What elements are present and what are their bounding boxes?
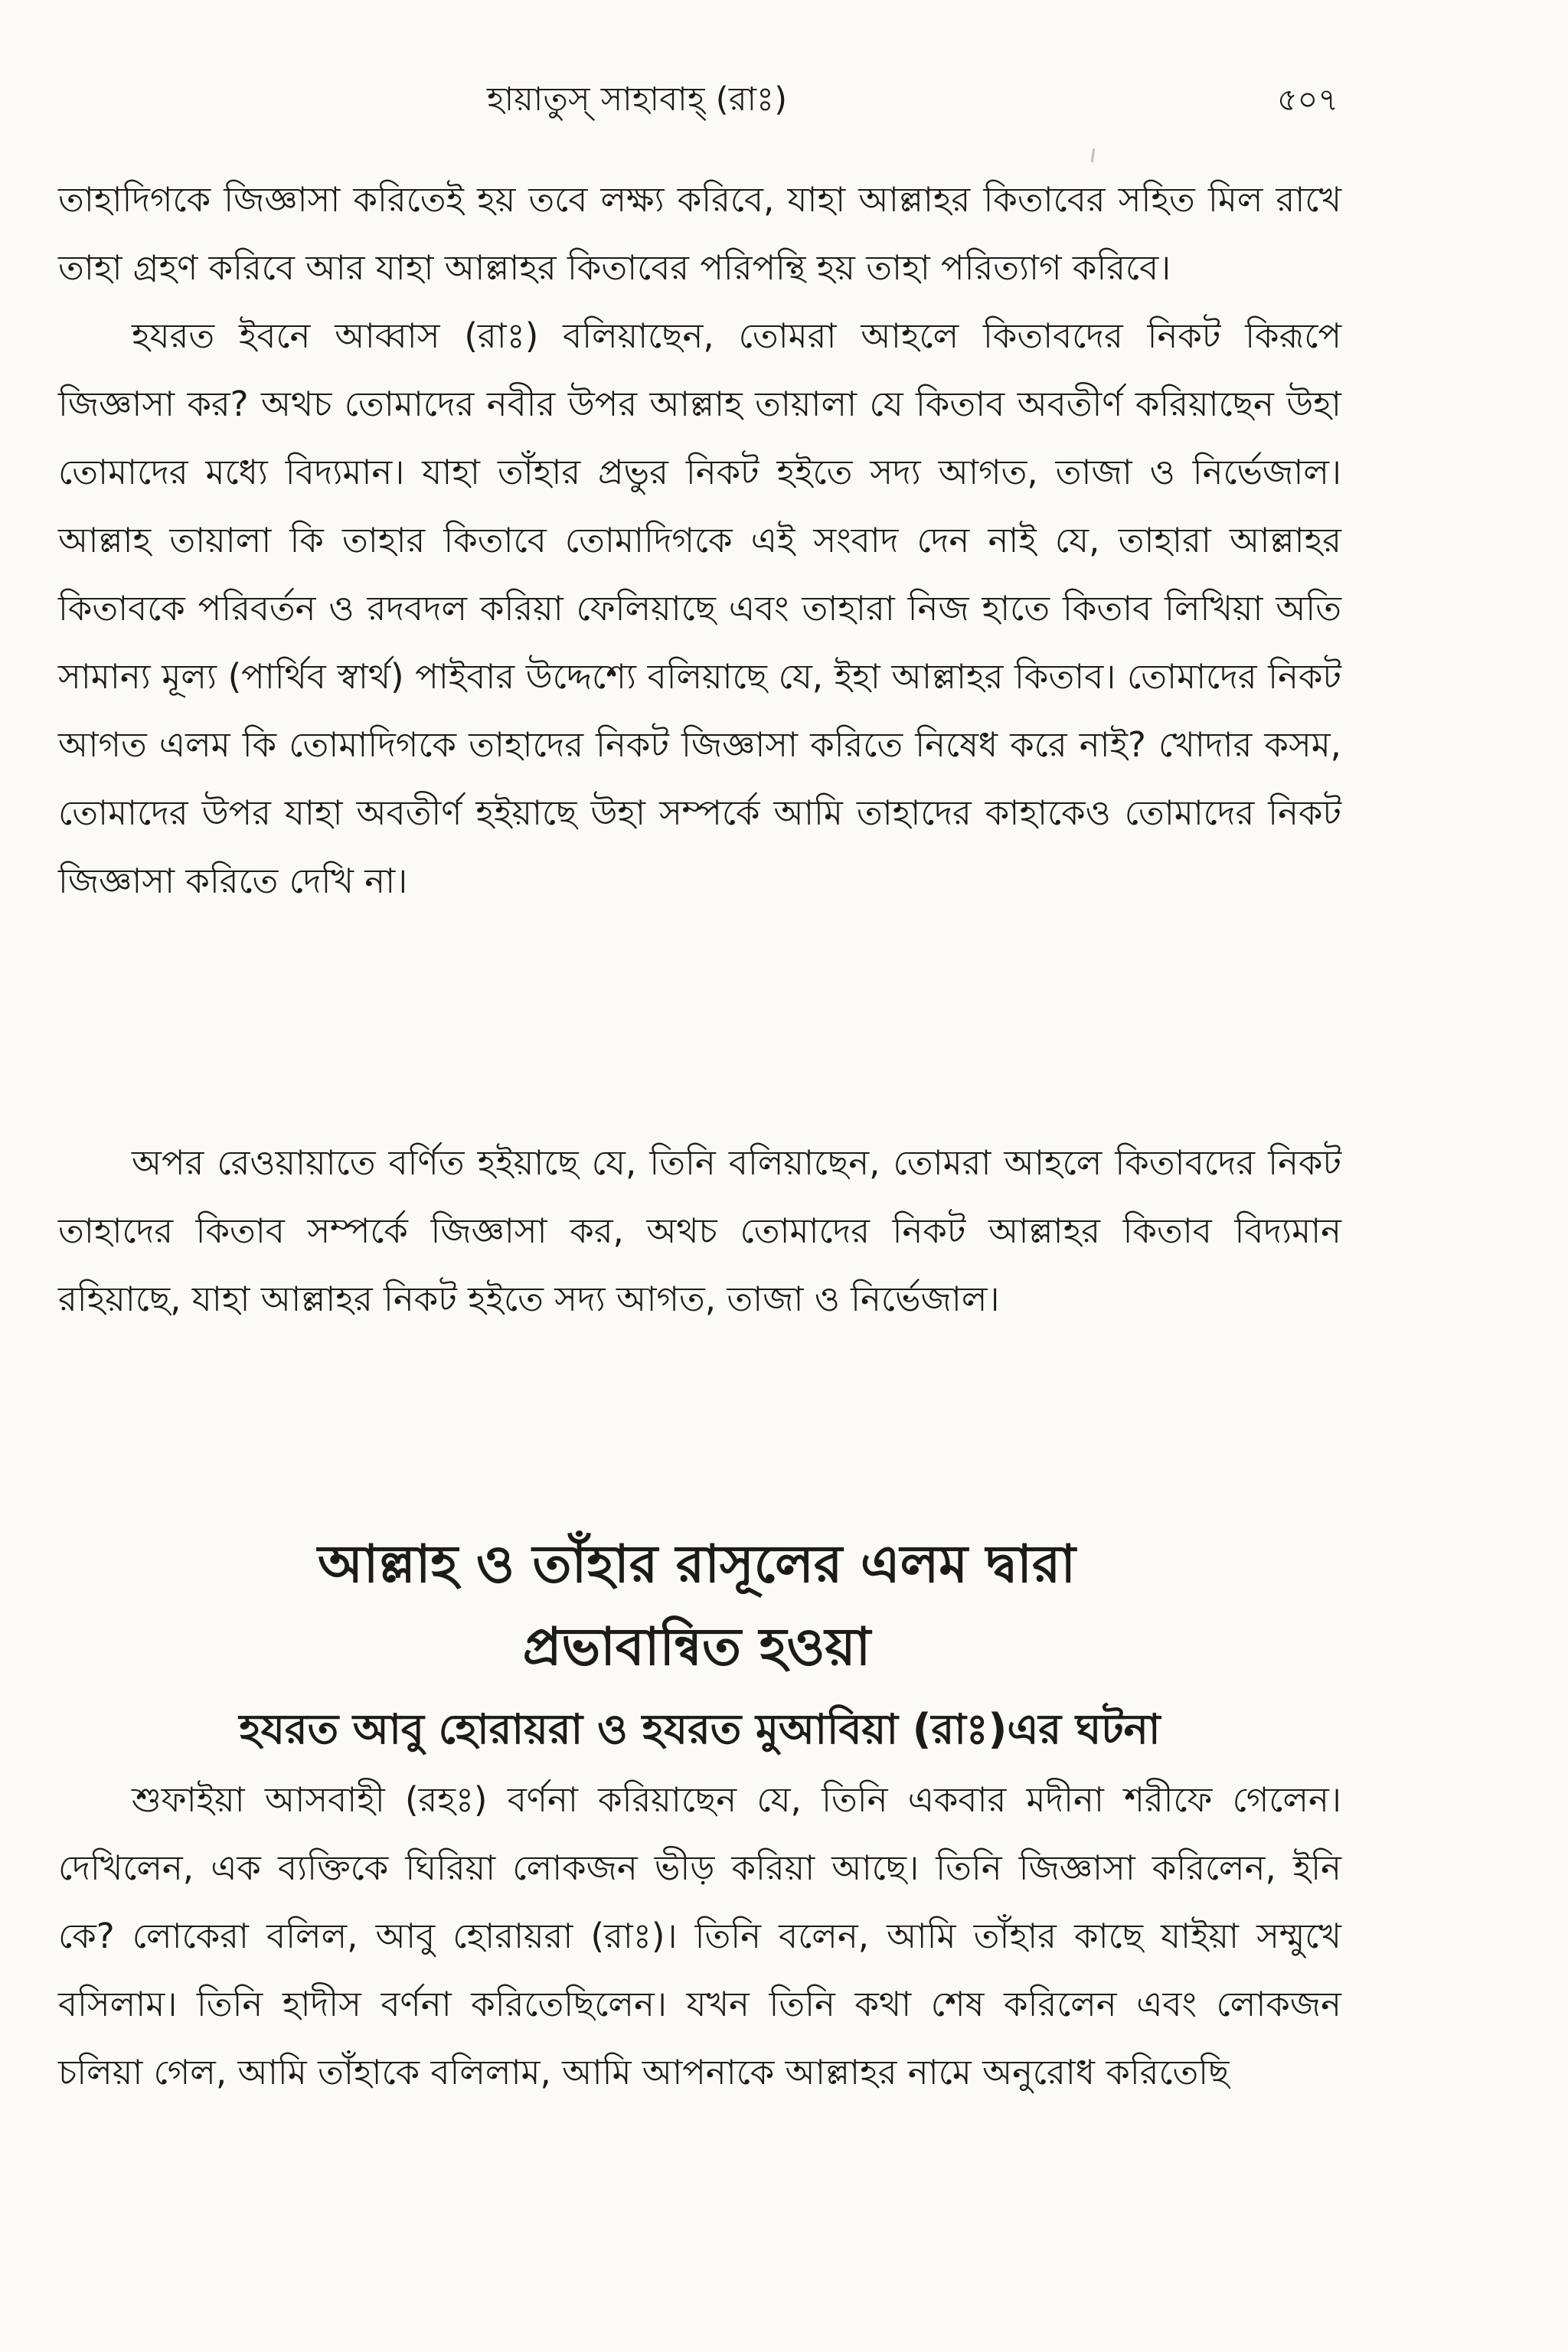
paragraph-4: শুফাইয়া আসবাহী (রহঃ) বর্ণনা করিয়াছেন যে, তিনি একবার মদীনা শরীফে গেলেন। দেখিলেন, এক ব্যক্তিকে ঘিরিয়া লোকজন ভীড় করিয়া আছে। তিনি জিজ্ঞাসা করিলেন, ইনি কে? লোকেরা বলিল, আবু হোরায়রা (রাঃ)। তিনি বলেন, আমি তাঁহার কাছে যাইয়া সম্মুখে বসিলাম। তিনি হাদীস বর্ণনা করিতেছিলেন। যখন তিনি কথা শেষ করিলেন এবং লোকজন চলিয়া গেল, আমি তাঁহাকে বলিলাম, আমি আপনাকে আল্লাহর নামে অনুরোধ করিতেছি bbox=[58, 1779, 1341, 2092]
section-title-line-1: আল্লাহ ও তাঁহার রাসূলের এলম দ্বারা bbox=[318, 1534, 1076, 1595]
section-title bbox=[199, 1524, 1194, 1689]
body-text-top bbox=[58, 165, 1341, 915]
section-subtitle: হযরত আবু হোরায়রা ও হযরত মুআবিয়া (রাঃ)এর ঘটনা bbox=[239, 1705, 1161, 1753]
body-text-bottom bbox=[58, 1766, 1341, 2106]
running-title: হায়াতুস্ সাহাবাহ্ (রাঃ) bbox=[487, 80, 788, 119]
section-title-line-2: প্রভাবান্বিত হওয়া bbox=[522, 1617, 871, 1677]
body-text-middle bbox=[58, 1129, 1341, 1333]
page-number: ৫০৭ bbox=[1277, 81, 1338, 118]
paragraph-1: তাহাদিগকে জিজ্ঞাসা করিতেই হয় তবে লক্ষ্য করিবে, যাহা আল্লাহর কিতাবের সহিত মিল রাখে তাহা গ্রহণ করিবে আর যাহা আল্লাহর কিতাবের পরিপন্থি হয় তাহা পরিত্যাগ করিবে। bbox=[58, 179, 1341, 288]
paragraph-2: হযরত ইবনে আব্বাস (রাঃ) বলিয়াছেন, তোমরা আহলে কিতাবদের নিকট কিরূপে জিজ্ঞাসা কর? অথচ তোমাদের নবীর উপর আল্লাহ তায়ালা যে কিতাব অবতীর্ণ করিয়াছেন উহা তোমাদের মধ্যে বিদ্যমান। যাহা তাঁহার প্রভুর নিকট হইতে সদ্য আগত, তাজা ও নির্ভেজাল। আল্লাহ তায়ালা কি তাহার কিতাবে তোমাদিগকে এই সংবাদ দেন নাই যে, তাহারা আল্লাহর কিতাবকে পরিবর্তন ও রদবদল করিয়া ফেলিয়াছে এবং তাহারা নিজ হাতে কিতাব লিখিয়া অতি সামান্য মূল্য (পার্থিব স্বার্থ) পাইবার উদ্দেশ্যে বলিয়াছে যে, ইহা আল্লাহর কিতাব। তোমাদের নিকট আগত এলম কি তোমাদিগকে তাহাদের নিকট জিজ্ঞাসা করিতে নিষেধ করে নাই? খোদার কসম, তোমাদের উপর যাহা অবতীর্ণ হইয়াছে উহা সম্পর্কে আমি তাহাদের কাহাকেও তোমাদের নিকট জিজ্ঞাসা করিতে দেখি না। bbox=[58, 315, 1341, 901]
print-speck bbox=[1091, 149, 1095, 162]
page-header bbox=[58, 72, 1338, 127]
paragraph-3: অপর রেওয়ায়াতে বর্ণিত হইয়াছে যে, তিনি বলিয়াছেন, তোমরা আহলে কিতাবদের নিকট তাহাদের কিতাব সম্পর্কে জিজ্ঞাসা কর, অথচ তোমাদের নিকট আল্লাহর কিতাব বিদ্যমান রহিয়াছে, যাহা আল্লাহর নিকট হইতে সদ্য আগত, তাজা ও নির্ভেজাল। bbox=[58, 1142, 1341, 1319]
